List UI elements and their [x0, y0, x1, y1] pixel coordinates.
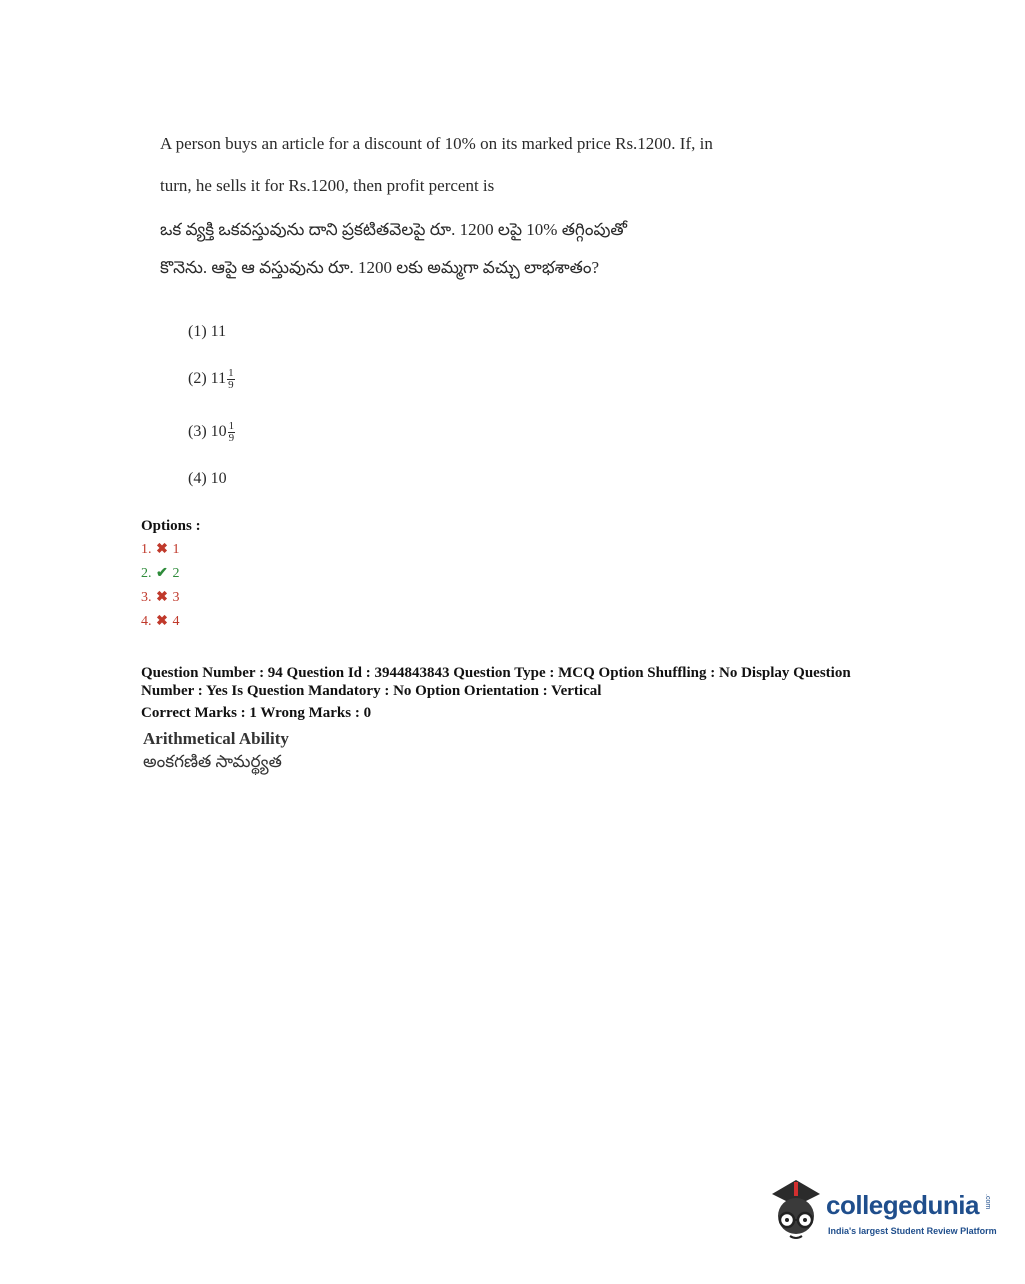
option-item-3 — [141, 589, 180, 606]
option-item-2 — [141, 565, 180, 582]
section-title-telugu: అంకగణిత సామర్థ్యత — [143, 752, 282, 771]
option-item-1 — [141, 541, 180, 558]
option-value: 3 — [172, 590, 180, 605]
options-title: Options : — [141, 518, 201, 534]
fraction — [227, 368, 235, 391]
logo-tagline: India's largest Student Review Platform — [828, 1226, 997, 1236]
choice-label: (4) 10 — [188, 470, 227, 487]
choice-label: (2) 11 — [188, 370, 227, 388]
cross-icon: ✖ — [156, 590, 168, 605]
option-number: 4. — [141, 614, 152, 629]
choice-label: (3) 10 — [188, 423, 227, 441]
option-number: 2. — [141, 566, 152, 581]
option-value: 4 — [172, 614, 180, 629]
fraction — [228, 421, 236, 444]
cross-icon: ✖ — [156, 542, 168, 557]
question-text-line-1: A person buys an article for a discount of 10% on its marked price Rs.1200. If, in — [160, 134, 713, 153]
choice-4 — [188, 470, 227, 488]
logo-domain: .com — [984, 1194, 991, 1210]
question-telugu-line-2: కొనెను. ఆపై ఆ వస్తువును రూ. 1200 లకు అమ్మగా వచ్చు లాభశాతం? — [160, 258, 599, 277]
fraction-numerator: 1 — [228, 367, 234, 379]
option-item-4 — [141, 613, 180, 630]
logo-wordmark: collegedunia — [826, 1190, 979, 1220]
question-meta-line-3: Correct Marks : 1 Wrong Marks : 0 — [141, 705, 372, 721]
fraction-denominator: 9 — [228, 379, 234, 391]
choice-1 — [188, 323, 226, 341]
collegedunia-logo — [766, 1178, 996, 1248]
choice-2 — [188, 368, 235, 391]
choice-3 — [188, 421, 235, 444]
question-meta-line-2: Number : Yes Is Question Mandatory : No Option Orientation : Vertical — [141, 683, 602, 699]
check-icon: ✔ — [156, 566, 168, 581]
cross-icon: ✖ — [156, 614, 168, 629]
student-mascot-icon — [766, 1178, 824, 1244]
section-title: Arithmetical Ability — [143, 729, 289, 748]
choice-label: (1) 11 — [188, 323, 227, 340]
option-number: 3. — [141, 590, 152, 605]
option-value: 1 — [172, 542, 180, 557]
question-meta-line-1: Question Number : 94 Question Id : 3944843843 Question Type : MCQ Option Shuffling : No Display Question — [141, 665, 851, 681]
question-telugu-line-1: ఒక వ్యక్తి ఒకవస్తువును దాని ప్రకటితవెలపై రూ. 1200 లపై 10% తగ్గింపుతో — [160, 220, 628, 239]
question-text-line-2: turn, he sells it for Rs.1200, then profit percent is — [160, 176, 495, 195]
option-number: 1. — [141, 542, 152, 557]
option-value: 2 — [172, 566, 180, 581]
fraction-numerator: 1 — [228, 420, 235, 432]
fraction-denominator: 9 — [228, 432, 235, 444]
